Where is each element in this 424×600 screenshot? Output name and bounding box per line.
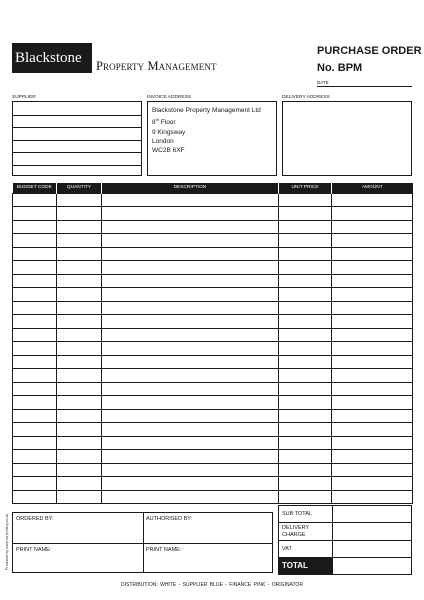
description-cell[interactable] [102, 463, 279, 477]
quantity-cell[interactable] [57, 315, 102, 329]
column-header-budget-code: BUDGET CODE [13, 183, 57, 193]
quantity-cell[interactable] [57, 220, 102, 234]
table-row [13, 301, 413, 315]
amount-cell[interactable] [332, 315, 413, 329]
budget-code-cell[interactable] [13, 193, 57, 207]
signature-divider [143, 513, 144, 572]
table-row [13, 423, 413, 437]
unit-price-cell[interactable] [279, 288, 332, 302]
quantity-cell[interactable] [57, 247, 102, 261]
table-row [13, 220, 413, 234]
budget-code-cell[interactable] [13, 436, 57, 450]
quantity-cell[interactable] [57, 490, 102, 504]
budget-code-cell[interactable] [13, 342, 57, 356]
document-title: PURCHASE ORDER [317, 45, 422, 57]
budget-code-cell[interactable] [13, 450, 57, 464]
quantity-cell[interactable] [57, 207, 102, 221]
supplier-line [13, 115, 141, 116]
budget-code-cell[interactable] [13, 247, 57, 261]
quantity-cell[interactable] [57, 369, 102, 383]
budget-code-cell[interactable] [13, 423, 57, 437]
company-logo [12, 43, 217, 73]
quantity-cell[interactable] [57, 274, 102, 288]
unit-price-cell[interactable] [279, 490, 332, 504]
unit-price-cell[interactable] [279, 409, 332, 423]
description-cell[interactable] [102, 301, 279, 315]
unit-price-cell[interactable] [279, 301, 332, 315]
quantity-cell[interactable] [57, 436, 102, 450]
description-cell[interactable] [102, 409, 279, 423]
description-cell[interactable] [102, 369, 279, 383]
quantity-cell[interactable] [57, 477, 102, 491]
table-row [13, 396, 413, 410]
description-cell[interactable] [102, 274, 279, 288]
distribution-note: DISTRIBUTION: WHITE - SUPPLIER BLUE - FINANCE PINK - ORIGINATOR [121, 582, 303, 588]
column-header-quantity: QUANTITY [57, 183, 102, 193]
print-name-field-2[interactable]: PRINT NAME: [146, 547, 182, 553]
invoice-address-label: INVOICE ADDRESS [147, 95, 191, 100]
description-cell[interactable] [102, 193, 279, 207]
amount-cell[interactable] [332, 355, 413, 369]
budget-code-cell[interactable] [13, 409, 57, 423]
amount-cell[interactable] [332, 382, 413, 396]
description-cell[interactable] [102, 234, 279, 248]
amount-cell[interactable] [332, 234, 413, 248]
quantity-cell[interactable] [57, 396, 102, 410]
column-header-unit-price: UNIT PRICE [279, 183, 332, 193]
quantity-cell[interactable] [57, 193, 102, 207]
total-value[interactable] [333, 558, 412, 575]
description-cell[interactable] [102, 261, 279, 275]
vat-label: VAT [279, 541, 333, 558]
quantity-cell[interactable] [57, 261, 102, 275]
amount-cell[interactable] [332, 342, 413, 356]
unit-price-cell[interactable] [279, 328, 332, 342]
budget-code-cell[interactable] [13, 369, 57, 383]
table-row [13, 315, 413, 329]
budget-code-cell[interactable] [13, 355, 57, 369]
total-label: TOTAL [279, 558, 333, 575]
signature-block [12, 512, 273, 573]
unit-price-cell[interactable] [279, 207, 332, 221]
unit-price-cell[interactable] [279, 436, 332, 450]
date-label: DATE [317, 80, 329, 85]
budget-code-cell[interactable] [13, 288, 57, 302]
amount-cell[interactable] [332, 463, 413, 477]
invoice-address-line: WC2B 6XF [152, 146, 185, 154]
quantity-cell[interactable] [57, 234, 102, 248]
unit-price-cell[interactable] [279, 396, 332, 410]
invoice-address-box [147, 101, 277, 176]
supplier-line [13, 140, 141, 141]
delivery-address-label: DELIVERY ADDRESS [282, 95, 330, 100]
invoice-address-line: 9 Kingsway [152, 128, 186, 136]
budget-code-cell[interactable] [13, 382, 57, 396]
authorised-by-field[interactable]: AUTHORISED BY: [146, 516, 193, 522]
budget-code-cell[interactable] [13, 315, 57, 329]
table-row [13, 409, 413, 423]
table-row [13, 463, 413, 477]
table-header-row [13, 183, 413, 193]
table-row [13, 369, 413, 383]
quantity-cell[interactable] [57, 463, 102, 477]
amount-cell[interactable] [332, 207, 413, 221]
order-table [12, 183, 413, 504]
printer-credit: Produced by www.ncrprinting.co.uk [5, 513, 9, 570]
description-cell[interactable] [102, 328, 279, 342]
invoice-address-line: London [152, 137, 174, 145]
budget-code-cell[interactable] [13, 234, 57, 248]
amount-cell[interactable] [332, 220, 413, 234]
delivery-address-box[interactable] [282, 101, 412, 176]
vat-row [279, 541, 412, 558]
supplier-box[interactable] [12, 101, 142, 176]
budget-code-cell[interactable] [13, 463, 57, 477]
quantity-cell[interactable] [57, 328, 102, 342]
amount-cell[interactable] [332, 247, 413, 261]
budget-code-cell[interactable] [13, 261, 57, 275]
unit-price-cell[interactable] [279, 274, 332, 288]
budget-code-cell[interactable] [13, 328, 57, 342]
description-cell[interactable] [102, 423, 279, 437]
amount-cell[interactable] [332, 369, 413, 383]
unit-price-cell[interactable] [279, 477, 332, 491]
amount-cell[interactable] [332, 436, 413, 450]
table-row [13, 450, 413, 464]
table-row [13, 490, 413, 504]
budget-code-cell[interactable] [13, 396, 57, 410]
description-cell[interactable] [102, 315, 279, 329]
description-cell[interactable] [102, 247, 279, 261]
budget-code-cell[interactable] [13, 490, 57, 504]
column-header-description: DESCRIPTION [102, 183, 279, 193]
table-row [13, 288, 413, 302]
description-cell[interactable] [102, 396, 279, 410]
budget-code-cell[interactable] [13, 301, 57, 315]
amount-cell[interactable] [332, 301, 413, 315]
table-row [13, 382, 413, 396]
unit-price-cell[interactable] [279, 369, 332, 383]
unit-price-cell[interactable] [279, 220, 332, 234]
sub-total-label: SUB TOTAL [279, 506, 333, 523]
description-cell[interactable] [102, 207, 279, 221]
unit-price-cell[interactable] [279, 355, 332, 369]
totals-table [278, 505, 412, 575]
order-table-body [13, 193, 413, 504]
table-row [13, 207, 413, 221]
unit-price-cell[interactable] [279, 315, 332, 329]
invoice-address-line: Blackstone Property Management Ltd [152, 107, 261, 114]
quantity-cell[interactable] [57, 409, 102, 423]
delivery-charge-row [279, 523, 412, 541]
supplier-line [13, 165, 141, 166]
amount-cell[interactable] [332, 261, 413, 275]
print-name-field[interactable]: PRINT NAME: [16, 547, 52, 553]
budget-code-cell[interactable] [13, 274, 57, 288]
description-cell[interactable] [102, 382, 279, 396]
table-row [13, 355, 413, 369]
description-cell[interactable] [102, 220, 279, 234]
unit-price-cell[interactable] [279, 342, 332, 356]
amount-cell[interactable] [332, 477, 413, 491]
description-cell[interactable] [102, 436, 279, 450]
table-row [13, 477, 413, 491]
budget-code-cell[interactable] [13, 220, 57, 234]
unit-price-cell[interactable] [279, 234, 332, 248]
vat-value[interactable] [333, 541, 412, 558]
quantity-cell[interactable] [57, 355, 102, 369]
table-row [13, 247, 413, 261]
date-field[interactable] [317, 86, 412, 87]
delivery-charge-value[interactable] [333, 523, 412, 541]
amount-cell[interactable] [332, 409, 413, 423]
table-row [13, 193, 413, 207]
unit-price-cell[interactable] [279, 193, 332, 207]
quantity-cell[interactable] [57, 423, 102, 437]
amount-cell[interactable] [332, 274, 413, 288]
amount-cell[interactable] [332, 396, 413, 410]
quantity-cell[interactable] [57, 342, 102, 356]
amount-cell[interactable] [332, 328, 413, 342]
quantity-cell[interactable] [57, 288, 102, 302]
description-cell[interactable] [102, 477, 279, 491]
description-cell[interactable] [102, 288, 279, 302]
amount-cell[interactable] [332, 193, 413, 207]
supplier-line [13, 127, 141, 128]
quantity-cell[interactable] [57, 450, 102, 464]
quantity-cell[interactable] [57, 382, 102, 396]
table-row [13, 342, 413, 356]
amount-cell[interactable] [332, 490, 413, 504]
table-row [13, 274, 413, 288]
amount-cell[interactable] [332, 450, 413, 464]
description-cell[interactable] [102, 490, 279, 504]
unit-price-cell[interactable] [279, 423, 332, 437]
table-row [13, 234, 413, 248]
table-row [13, 261, 413, 275]
sub-total-value[interactable] [333, 506, 412, 523]
logo-wordmark-dark: Blackstone [12, 43, 92, 73]
quantity-cell[interactable] [57, 301, 102, 315]
table-row [13, 328, 413, 342]
ordered-by-field[interactable]: ORDERED BY: [16, 516, 54, 522]
supplier-line [13, 152, 141, 153]
description-cell[interactable] [102, 450, 279, 464]
budget-code-cell[interactable] [13, 207, 57, 221]
delivery-charge-label: DELIVERY CHARGE [279, 523, 333, 541]
description-cell[interactable] [102, 342, 279, 356]
column-header-amount: AMOUNT [332, 183, 413, 193]
amount-cell[interactable] [332, 423, 413, 437]
invoice-address-line: 8th Floor [152, 117, 176, 127]
logo-wordmark-light: Property Management [96, 59, 217, 73]
unit-price-cell[interactable] [279, 247, 332, 261]
budget-code-cell[interactable] [13, 477, 57, 491]
supplier-label: SUPPLIER [12, 95, 36, 100]
po-number: No. BPM [317, 62, 363, 74]
sub-total-row [279, 506, 412, 523]
table-row [13, 436, 413, 450]
amount-cell[interactable] [332, 288, 413, 302]
unit-price-cell[interactable] [279, 463, 332, 477]
unit-price-cell[interactable] [279, 261, 332, 275]
total-row [279, 558, 412, 575]
unit-price-cell[interactable] [279, 450, 332, 464]
unit-price-cell[interactable] [279, 382, 332, 396]
description-cell[interactable] [102, 355, 279, 369]
